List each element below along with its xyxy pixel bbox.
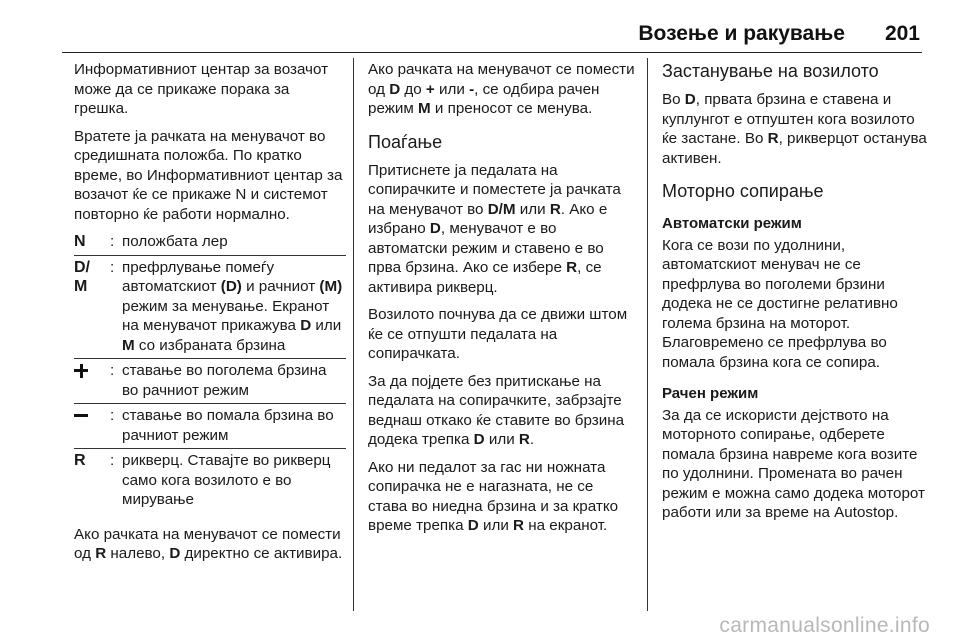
term: R	[74, 452, 86, 469]
definition: положбата лер	[122, 233, 228, 250]
term: D/ M	[74, 258, 90, 295]
column-2	[368, 60, 636, 544]
definition: рикверц. Ставајте во рикверц само кога возилото е во мирување	[122, 452, 331, 508]
definition: префрлување помеѓу автоматскиот (D) и рачниот (M) режим за менување. Екранот на менувачот прикажува D или M со избраната брзина	[122, 258, 343, 354]
definition: ставање во помала брзина во рачниот режим	[122, 407, 334, 444]
header-title: Возење и ракување	[638, 22, 845, 45]
paragraph: Возилото почнува да се движи штом ќе се отпушти педалата на сопирачката.	[368, 306, 628, 362]
subsection-heading: Автоматски режим	[662, 215, 802, 232]
paragraph: За да појдете без притискање на педалата на сопирачките, забрзајте веднаш откако ќе ставите во брзина додека трепка D или R.	[368, 372, 625, 448]
paragraph: Вратете ја рачката на менувачот во средишната положба. По кратко време, во Информативниот центар за возачот ќе се прикаже N и системот повторно ќе работи нормално.	[74, 127, 343, 223]
gear-definition-list	[74, 232, 346, 513]
paragraph: Информативниот центар за возачот може да се прикаже порака за грешка.	[74, 61, 329, 117]
column-divider-1	[353, 58, 354, 611]
definition-row: N : положбата лер	[74, 232, 346, 255]
header-rule	[62, 52, 922, 53]
section-heading: Застанување на возилото	[662, 61, 879, 81]
minus-icon	[74, 409, 88, 423]
column-3	[662, 60, 930, 531]
section-heading: Поаѓање	[368, 131, 443, 152]
column-divider-2	[647, 58, 648, 611]
section-heading: Моторно сопирање	[662, 181, 824, 201]
column-1	[74, 60, 346, 572]
paragraph: Ако рачката на менувачот се помести од R налево, D директно се активира.	[74, 525, 343, 562]
subsection-heading: Рачен режим	[662, 385, 759, 402]
page-number: 201	[884, 22, 920, 45]
watermark: carmanualsonline.info	[719, 614, 930, 637]
paragraph: Во D, првата брзина е ставена и куплунгот е отпуштен кога возилото ќе застане. Во R, рикверцот останува активен.	[662, 91, 927, 167]
definition-row: D/ M : префрлување помеѓу автоматскиот (D) и рачниот (M) режим за менување. Екранот на менувачот прикажува D или M со избраната брзина	[74, 255, 346, 359]
page-header	[638, 22, 920, 50]
definition-row: R : рикверц. Ставајте во рикверц само кога возилото е во мирување	[74, 448, 346, 513]
paragraph: Ако рачката на менувачот се помести од D до + или -, се одбира рачен режим M и преносот се менува.	[368, 61, 635, 117]
plus-icon	[74, 364, 88, 378]
definition: ставање во поголема брзина во рачниот режим	[122, 362, 327, 399]
definition-row: : ставање во поголема брзина во рачниот режим	[74, 358, 346, 403]
paragraph: Кога се вози по удолнини, автоматскиот менувач не се префрлува во поголеми брзини додека не се достигне релативно голема брзина на моторот. Благовремено се префрлува во помала брзина кога се сопира.	[662, 236, 898, 371]
paragraph: За да се искористи дејството на моторното сопирање, одберете помала брзина навреме кога возите по удолнини. Промената во рачен режим е можна само додека моторот работи или за време на Autostop.	[662, 406, 925, 521]
definition-row: : ставање во помала брзина во рачниот режим	[74, 403, 346, 448]
paragraph: Притиснете ја педалата на сопирачките и поместете ја рачката на менувачот во D/M или R. Ако е избрано D, менувачот е во автоматски режим и ставено е во прва брзина. Ако се избере R, се активира рикверц.	[368, 161, 621, 296]
term: N	[74, 233, 86, 250]
paragraph: Ако ни педалот за гас ни ножната сопирачка не е нагазната, не се става во ниедна брзина и за кратко време трепка D или R на екранот.	[368, 458, 619, 534]
